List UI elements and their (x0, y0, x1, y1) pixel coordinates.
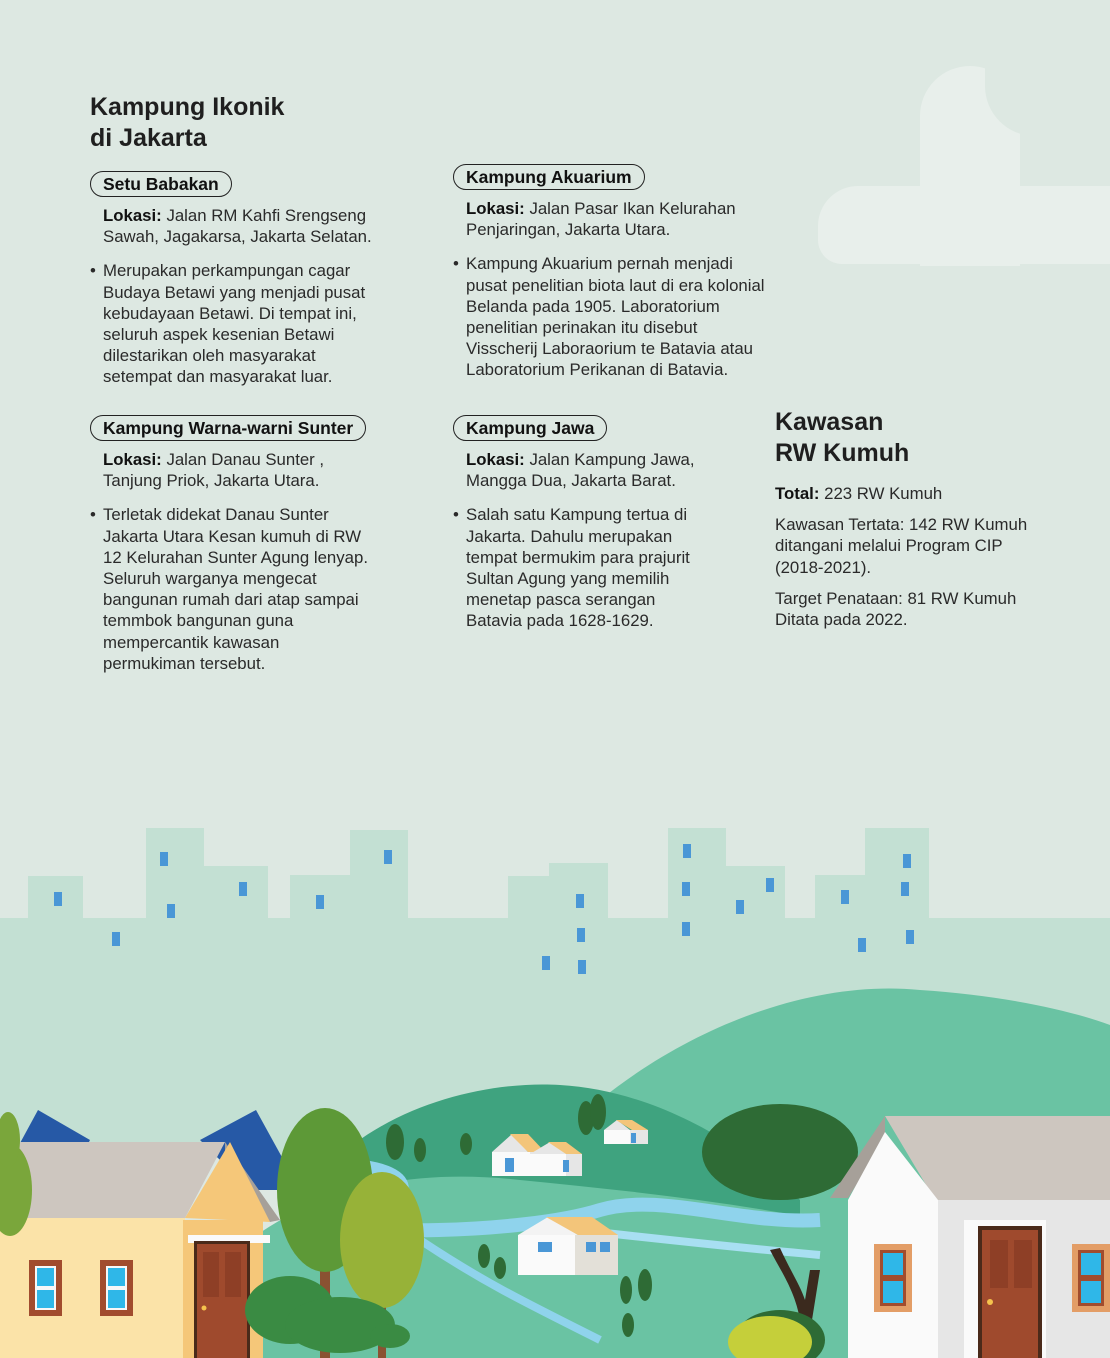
kawasan-total (775, 483, 1075, 504)
location-line2: Sawah, Jagakarsa, Jakarta Selatan. (103, 227, 372, 247)
kampung-name-badge: Kampung Warna-warni Sunter (90, 415, 366, 441)
kampung-location (103, 205, 420, 247)
location-line1: Jalan Kampung Jawa, (529, 450, 695, 469)
kawasan-tertata (775, 514, 1075, 578)
kampung-name-badge: Kampung Jawa (453, 415, 607, 441)
kampung-name-badge: Kampung Akuarium (453, 164, 645, 190)
page-title-line2: di Jakarta (90, 124, 207, 152)
description-line: penelitian perinakan itu disebut (466, 318, 698, 338)
description-line: 12 Kelurahan Sunter Agung lenyap. (103, 547, 368, 567)
kampung-location (466, 198, 813, 240)
kawasan-stats (775, 483, 1075, 640)
description-line: kebudayaan Betawi. Di tempat ini, (103, 303, 357, 323)
location-line1: Jalan Pasar Ikan Kelurahan (529, 199, 736, 218)
location-label: Lokasi: (103, 450, 162, 469)
page-title (90, 92, 284, 154)
location-line1: Jalan RM Kahfi Srengseng (166, 206, 367, 225)
kampung-description (103, 504, 420, 674)
description-line: setempat dan masyarakat luar. (103, 367, 333, 387)
total-label: Total: (775, 484, 820, 503)
description-line: mempercantik kawasan (103, 632, 280, 652)
target-line: Target Penataan: 81 RW Kumuh (775, 588, 1017, 608)
kampung-card-setu-babakan (90, 171, 420, 388)
kampung-card-jawa (453, 415, 753, 632)
description-line: Jakarta. Dahulu merupakan (466, 526, 673, 546)
kampung-card-warna-warni-sunter (90, 415, 420, 674)
description-line: Budaya Betawi yang menjadi pusat (103, 282, 366, 302)
tertata-line: (2018-2021). (775, 557, 872, 577)
location-line1: Jalan Danau Sunter , (166, 450, 325, 469)
description-line: bangunan rumah dari atap sampai (103, 590, 359, 610)
left-house (0, 1142, 280, 1358)
page-title-line1: Kampung Ikonik (90, 93, 285, 121)
description-line: Jakarta Utara Kesan kumuh di RW (103, 526, 362, 546)
total-value: 223 RW Kumuh (824, 484, 943, 503)
location-label: Lokasi: (466, 450, 525, 469)
city-village-illustration (0, 780, 1110, 1358)
right-house (830, 1116, 1110, 1358)
location-label: Lokasi: (103, 206, 162, 225)
target-line: Ditata pada 2022. (775, 610, 908, 630)
description-line: menetap pasca serangan (466, 590, 656, 610)
tertata-line: ditangani melalui Program CIP (775, 536, 1003, 556)
kampung-location (466, 449, 753, 491)
kampung-description (466, 504, 753, 631)
description-line: Belanda pada 1905. Laboratorium (466, 296, 720, 316)
description-line: Salah satu Kampung tertua di (466, 505, 688, 525)
kampung-location (103, 449, 420, 491)
location-line2: Tanjung Priok, Jakarta Utara. (103, 471, 320, 491)
description-line: temmbok bangunan guna (103, 611, 294, 631)
cloud-shape-right (985, 0, 1110, 136)
cloud-shape-base (818, 186, 1110, 264)
kampung-description (466, 253, 813, 380)
location-label: Lokasi: (466, 199, 525, 218)
kawasan-title (775, 407, 909, 469)
description-line: tempat bermukim para prajurit (466, 547, 690, 567)
description-line: Laboratorium Perikanan di Batavia. (466, 360, 729, 380)
description-line: seluruh aspek kesenian Betawi (103, 325, 335, 345)
description-line: Terletak didekat Danau Sunter (103, 505, 329, 525)
description-line: Seluruh warganya mengecat (103, 569, 317, 589)
location-line2: Mangga Dua, Jakarta Barat. (466, 471, 676, 491)
kawasan-title-line1: Kawasan (775, 408, 884, 436)
tertata-line: Kawasan Tertata: 142 RW Kumuh (775, 515, 1028, 535)
description-line: pusat penelitian biota laut di era kolonial (466, 275, 765, 295)
description-line: permukiman tersebut. (103, 653, 266, 673)
kampung-description (103, 260, 420, 387)
location-line2: Penjaringan, Jakarta Utara. (466, 220, 671, 240)
description-line: Visscherij Laboraorium te Batavia atau (466, 339, 753, 359)
kawasan-target (775, 588, 1075, 630)
kampung-card-akuarium (453, 164, 813, 381)
kawasan-title-line2: RW Kumuh (775, 439, 910, 467)
description-line: Merupakan perkampungan cagar (103, 261, 351, 281)
description-line: Kampung Akuarium pernah menjadi (466, 254, 733, 274)
description-line: dilestarikan oleh masyarakat (103, 346, 316, 366)
description-line: Batavia pada 1628-1629. (466, 611, 654, 631)
kampung-name-badge: Setu Babakan (90, 171, 232, 197)
description-line: Sultan Agung yang memilih (466, 569, 670, 589)
